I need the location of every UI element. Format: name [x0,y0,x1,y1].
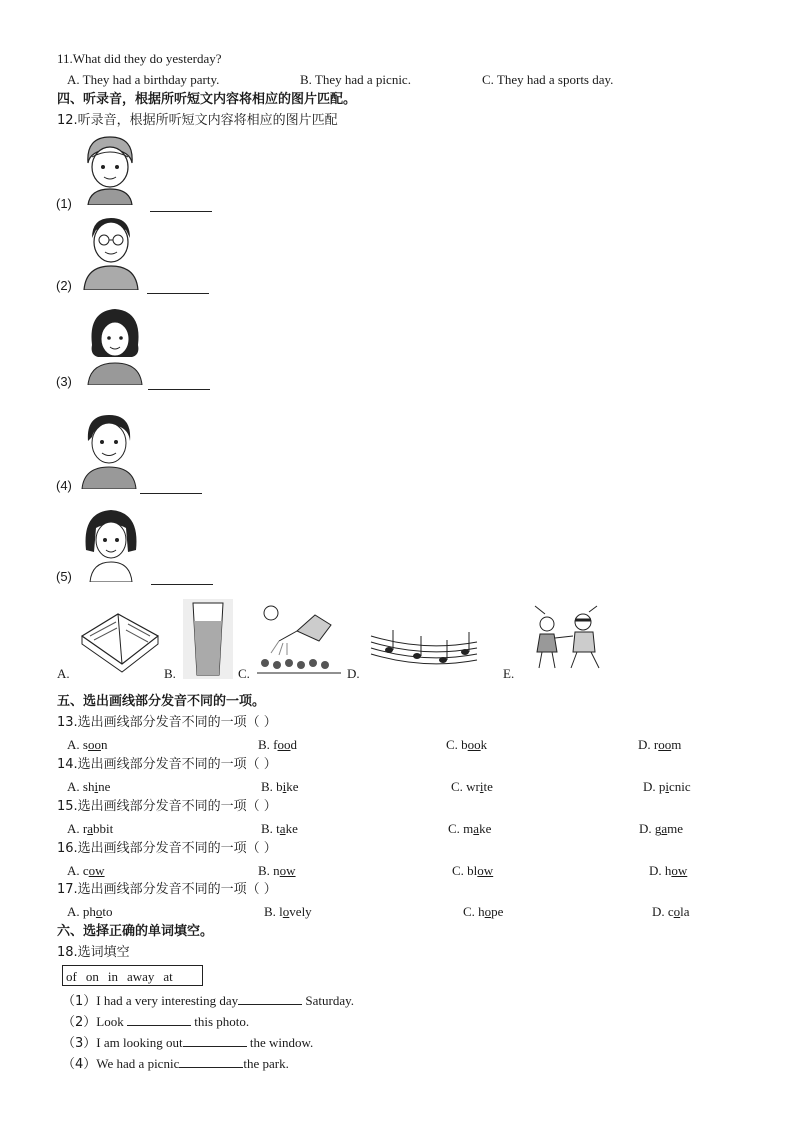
q15-question: 15.选出画线部分发音不同的一项（ ） [57,799,277,814]
item-3-label: (3) [56,374,72,389]
music-notes-icon [369,622,479,676]
sentence-4: （4）We had a picnic the park. [62,1056,289,1072]
q14-option-b: B. bike [261,779,299,794]
q12-question: 12.听录音，根据所听短文内容将相应的图片匹配 [57,113,338,128]
girl-icon [80,506,142,582]
children-playing-icon [525,602,609,674]
picture-a-letter: A. [57,666,70,681]
word-of: of [66,969,77,984]
item-5-blank[interactable] [151,572,213,585]
section6-heading: 六、选择正确的单词填空。 [57,924,214,939]
q14-option-d: D. picnic [643,779,691,794]
q13-option-d: D. room [638,737,682,752]
q13-option-b: B. food [258,737,297,752]
item-2-blank[interactable] [147,281,209,294]
sentence-3-blank[interactable] [183,1034,247,1047]
picture-b-letter: B. [164,666,176,681]
sentence-4-blank[interactable] [179,1055,243,1068]
sentence-3: （3）I am looking out the window. [62,1035,314,1051]
item-1-label: (1) [56,196,72,211]
item-3-blank[interactable] [148,377,210,390]
word-on: on [85,969,99,984]
word-at: at [163,969,173,984]
q13-option-c: C. book [446,737,488,752]
q11-question: 11.What did they do yesterday? [57,51,222,66]
item-2-label: (2) [56,278,72,293]
section4-heading: 四、听录音，根据所听短文内容将相应的图片匹配。 [57,92,357,107]
book-icon [78,606,162,678]
q17-option-b: B. lovely [264,904,312,919]
word-away: away [126,969,155,984]
picture-c-letter: C. [238,666,250,681]
q11-option-a: A. They had a birthday party. [67,72,220,87]
q17-option-c: C. hope [463,904,504,919]
item-4-label: (4) [56,478,72,493]
sentence-2-blank[interactable] [127,1013,191,1026]
q14-option-a: A. shine [67,779,111,794]
q15-option-d: D. game [639,821,684,836]
q16-question: 16.选出画线部分发音不同的一项（ ） [57,841,277,856]
q18-question: 18.选词填空 [57,945,130,960]
word-in: in [107,969,118,984]
picture-d-letter: D. [347,666,360,681]
q17-option-d: D. cola [652,904,690,919]
word-bank [62,965,203,986]
mother-icon [86,305,144,385]
picture-e-letter: E. [503,666,515,681]
q16-option-a: A. cow [67,863,105,878]
sentence-1: （1）I had a very interesting day Saturday. [62,993,355,1009]
q13-question: 13.选出画线部分发音不同的一项（ ） [57,715,277,730]
q11-option-c: C. They had a sports day. [482,72,614,87]
section5-heading: 五、选出画线部分发音不同的一项。 [57,694,266,709]
grandpa-icon [80,212,142,290]
item-5-label: (5) [56,569,72,584]
q11-option-b: B. They had a picnic. [300,72,411,87]
q15-option-c: C. make [448,821,492,836]
item-4-blank[interactable] [140,481,202,494]
q14-question: 14.选出画线部分发音不同的一项（ ） [57,757,277,772]
q13-option-a: A. soon [67,737,108,752]
father-icon [80,411,138,489]
grandma-icon [80,133,140,205]
q15-option-a: A. rabbit [67,821,114,836]
glass-of-water-icon [183,599,233,679]
item-1-blank[interactable] [150,199,212,212]
q16-option-c: C. blow [452,863,494,878]
q16-option-b: B. now [258,863,296,878]
q17-option-a: A. photo [67,904,113,919]
q16-option-d: D. how [649,863,688,878]
sentence-2: （2）Look this photo. [62,1014,250,1030]
q17-question: 17.选出画线部分发音不同的一项（ ） [57,882,277,897]
watering-flowers-icon [257,601,341,677]
q14-option-c: C. write [451,779,493,794]
sentence-1-blank[interactable] [238,992,302,1005]
q15-option-b: B. take [261,821,298,836]
